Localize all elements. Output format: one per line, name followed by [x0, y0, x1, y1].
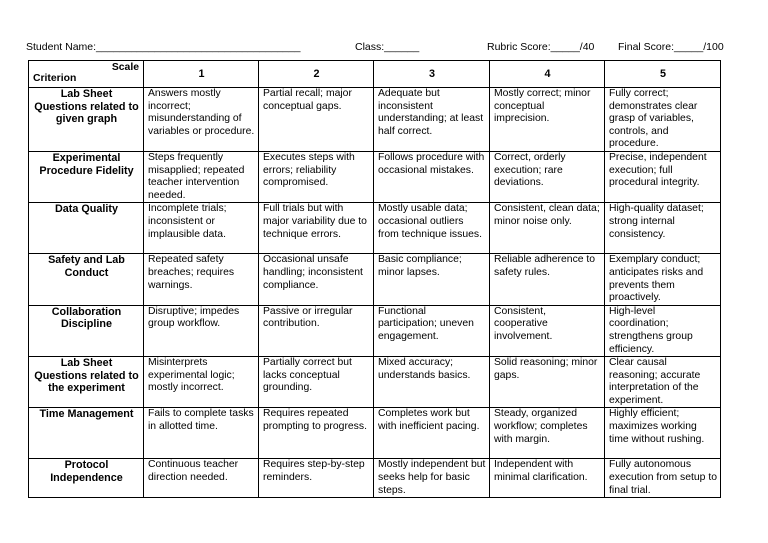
- criterion-cell: Lab Sheet Questions related to given graph: [29, 88, 144, 152]
- score-1-descriptor: Steps frequently misapplied; repeated teacher intervention needed.: [144, 151, 259, 202]
- scale-label: Scale: [111, 62, 139, 73]
- score-2-descriptor: Requires repeated prompting to progress.: [259, 408, 374, 459]
- criterion-cell: Protocol Independence: [29, 459, 144, 498]
- corner-cell: [29, 61, 144, 88]
- table-row: [29, 254, 721, 305]
- table-row: [29, 408, 721, 459]
- score-4-descriptor: Independent with minimal clarification.: [490, 459, 605, 498]
- score-5-descriptor: Fully autonomous execution from setup to final trial.: [605, 459, 721, 498]
- score-1-descriptor: Misinterprets experimental logic; mostly incorrect.: [144, 357, 259, 408]
- score-header-5: 5: [605, 61, 721, 88]
- score-3-descriptor: Completes work but with inefficient pacing.: [374, 408, 490, 459]
- header-fields: [26, 40, 741, 54]
- table-row: [29, 88, 721, 152]
- criterion-cell: Collaboration Discipline: [29, 305, 144, 356]
- table-row: [29, 203, 721, 254]
- score-3-descriptor: Mixed accuracy; understands basics.: [374, 357, 490, 408]
- score-5-descriptor: High-level coordination; strengthens group efficiency.: [605, 305, 721, 356]
- rubric-score-field: Rubric Score:_____/40: [487, 41, 595, 53]
- score-4-descriptor: Consistent, cooperative involvement.: [490, 305, 605, 356]
- score-3-descriptor: Adequate but inconsistent understanding; at least half correct.: [374, 88, 490, 152]
- final-score-field: Final Score:_____/100: [618, 41, 724, 53]
- score-4-descriptor: Steady, organized workflow; completes with margin.: [490, 408, 605, 459]
- criterion-label: Criterion: [33, 73, 77, 85]
- header-row: [29, 61, 721, 88]
- table-row: [29, 459, 721, 498]
- score-1-descriptor: Fails to complete tasks in allotted time.: [144, 408, 259, 459]
- score-5-descriptor: Clear causal reasoning; accurate interpretation of the experiment.: [605, 357, 721, 408]
- score-4-descriptor: Correct, orderly execution; rare deviations.: [490, 151, 605, 202]
- score-header-4: 4: [490, 61, 605, 88]
- score-2-descriptor: Occasional unsafe handling; inconsistent compliance.: [259, 254, 374, 305]
- score-4-descriptor: Solid reasoning; minor gaps.: [490, 357, 605, 408]
- score-1-descriptor: Incomplete trials; inconsistent or implausible data.: [144, 203, 259, 254]
- score-2-descriptor: Requires step-by-step reminders.: [259, 459, 374, 498]
- score-5-descriptor: Fully correct; demonstrates clear grasp of variables, controls, and procedure.: [605, 88, 721, 152]
- score-2-descriptor: Partial recall; major conceptual gaps.: [259, 88, 374, 152]
- criterion-cell: Data Quality: [29, 203, 144, 254]
- score-1-descriptor: Answers mostly incorrect; misunderstanding of variables or procedure.: [144, 88, 259, 152]
- table-row: [29, 151, 721, 202]
- rubric-table: [28, 60, 721, 498]
- score-4-descriptor: Consistent, clean data; minor noise only.: [490, 203, 605, 254]
- score-2-descriptor: Executes steps with errors; reliability compromised.: [259, 151, 374, 202]
- score-header-2: 2: [259, 61, 374, 88]
- score-5-descriptor: High-quality dataset; strong internal consistency.: [605, 203, 721, 254]
- score-2-descriptor: Passive or irregular contribution.: [259, 305, 374, 356]
- criterion-cell: Lab Sheet Questions related to the experiment: [29, 357, 144, 408]
- rubric-body: [29, 88, 721, 498]
- score-2-descriptor: Full trials but with major variability due to technique errors.: [259, 203, 374, 254]
- student-name-field: Student Name:___________________________________: [26, 41, 301, 53]
- score-5-descriptor: Precise, independent execution; full procedural integrity.: [605, 151, 721, 202]
- criterion-cell: Time Management: [29, 408, 144, 459]
- score-5-descriptor: Exemplary conduct; anticipates risks and prevents them proactively.: [605, 254, 721, 305]
- score-3-descriptor: Mostly usable data; occasional outliers from technique issues.: [374, 203, 490, 254]
- score-header-1: 1: [144, 61, 259, 88]
- score-4-descriptor: Reliable adherence to safety rules.: [490, 254, 605, 305]
- score-3-descriptor: Basic compliance; minor lapses.: [374, 254, 490, 305]
- score-1-descriptor: Disruptive; impedes group workflow.: [144, 305, 259, 356]
- table-row: [29, 357, 721, 408]
- score-3-descriptor: Follows procedure with occasional mistakes.: [374, 151, 490, 202]
- score-1-descriptor: Continuous teacher direction needed.: [144, 459, 259, 498]
- score-2-descriptor: Partially correct but lacks conceptual grounding.: [259, 357, 374, 408]
- score-header-3: 3: [374, 61, 490, 88]
- score-5-descriptor: Highly efficient; maximizes working time without rushing.: [605, 408, 721, 459]
- criterion-cell: Experimental Procedure Fidelity: [29, 151, 144, 202]
- score-3-descriptor: Functional participation; uneven engagement.: [374, 305, 490, 356]
- score-4-descriptor: Mostly correct; minor conceptual imprecision.: [490, 88, 605, 152]
- criterion-cell: Safety and Lab Conduct: [29, 254, 144, 305]
- table-row: [29, 305, 721, 356]
- score-1-descriptor: Repeated safety breaches; requires warnings.: [144, 254, 259, 305]
- class-field: Class:______: [355, 41, 420, 53]
- score-3-descriptor: Mostly independent but seeks help for basic steps.: [374, 459, 490, 498]
